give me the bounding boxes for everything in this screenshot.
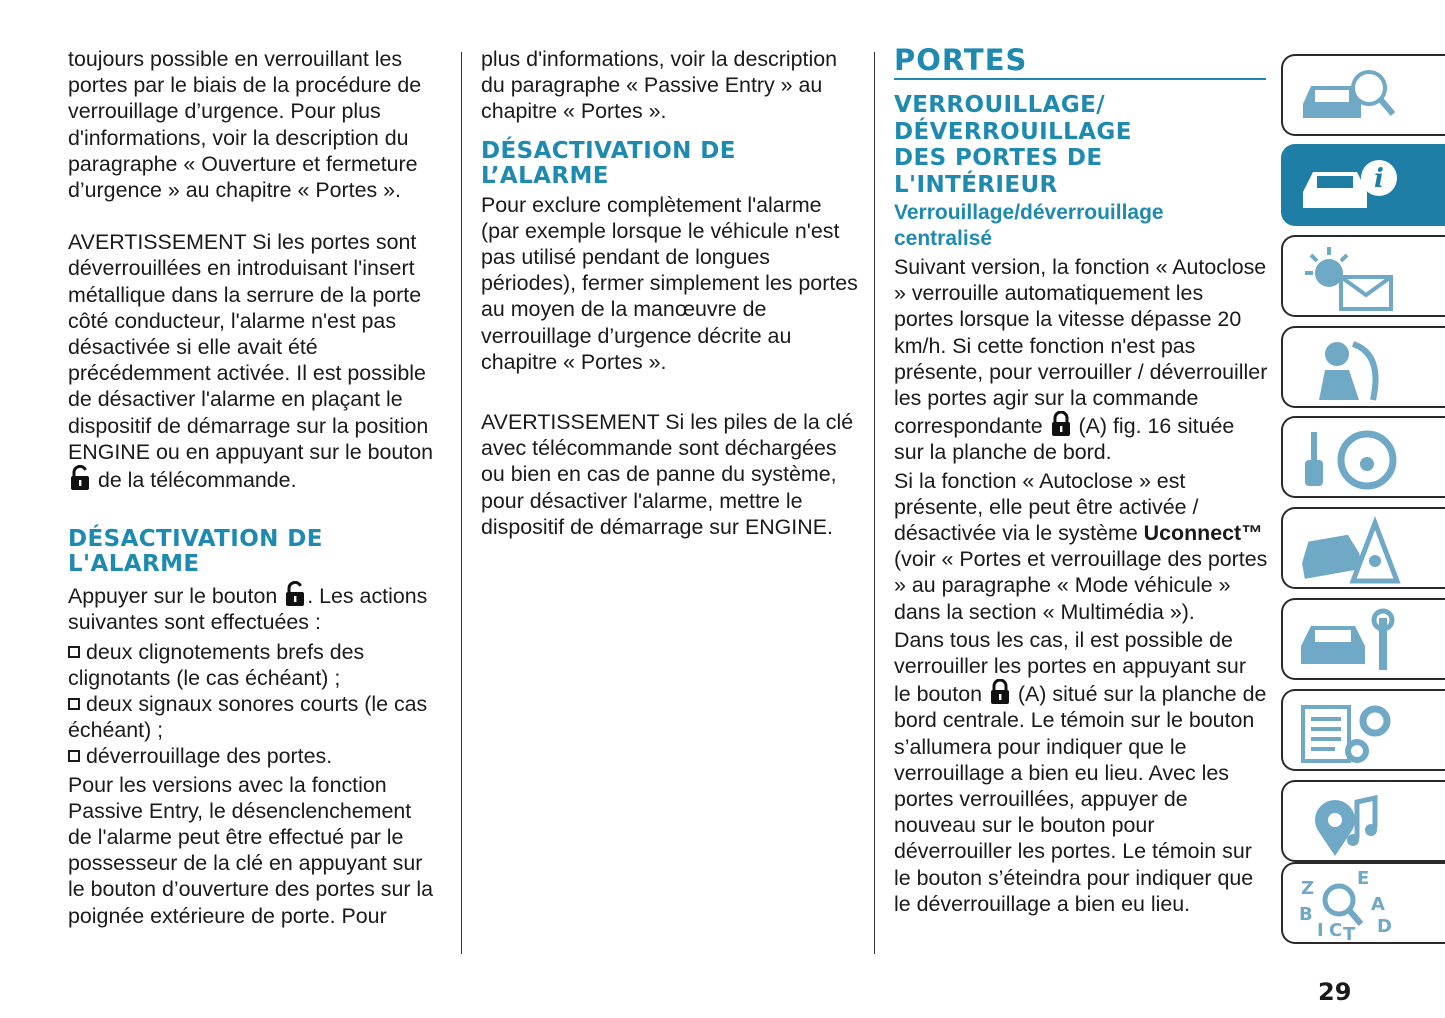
lock-icon [1051,411,1071,437]
tab-safety[interactable] [1281,326,1445,408]
subheading: Verrouillage/déverrouillage centralisé [894,201,1164,250]
svg-text:C: C [1329,920,1343,940]
paragraph: Pour exclure complètement l'alarme (par exemple lorsque le véhicule n'est pas utilisé pendant de longues périodes), fermer simplement les portes au moyen de la manœuvre de verrouillage d’urgence décrite au chapitre « Portes ». [481,192,858,374]
lock-icon [990,679,1010,705]
technical-data-icon [1295,697,1405,767]
paragraph-text: (A) fig. 16 située sur la planche de bord. [894,414,1235,465]
tab-car-search[interactable] [1281,54,1445,136]
section-heading: DÉSACTIVATION DE L'ALARME [68,526,323,578]
starting-driving-icon [1295,424,1405,494]
paragraph-text: AVERTISSEMENT Si les portes sont déverrouillées en introduisant l'insert métallique dans la serrure de la porte côté conducteur, l'alarme n'est pas désactivée si elle avait été précédemment activée. Il est possible de désactiver l'alarme en plaçant le dispositif de démarrage sur la position ENGINE ou en appuyant sur le bouton [68,230,434,464]
tab-warning-lights[interactable] [1281,235,1445,317]
paragraph [894,627,1268,917]
list-item-text: deux clignotements brefs des clignotants (le cas échéant) ; [68,639,365,690]
paragraph-text: Suivant version, la fonction « Autoclose » verrouille automatiquement les portes lorsque la vitesse dépasse 20 km/h. Si cette fonction n'est pas présente, pour verrouiller / déverrouiller les portes agir sur la commande correspondante [894,255,1268,439]
list-item [68,691,440,743]
paragraph-text: (voir « Portes et verrouillage des portes » au paragraphe « Mode véhicule » dans la section « Multimédia »). [894,547,1268,624]
tab-maintenance[interactable] [1281,598,1445,680]
svg-text:I: I [1317,920,1324,940]
svg-text:T: T [1343,924,1356,940]
paragraph-text: Si la fonction « Autoclose » est présente, elle peut être activée / désactivée via le système [894,468,1199,546]
page-number: 29 [1318,978,1352,1006]
maintenance-icon [1295,606,1405,676]
column-divider [874,52,875,954]
warning-paragraph: AVERTISSEMENT Si les piles de la clé avec télécommande sont déchargées ou bien en cas de panne du système, pour désactiver l'alarme, mettre le dispositif de démarrage sur ENGINE. [481,410,854,539]
svg-text:Z: Z [1301,878,1315,899]
tab-starting-driving[interactable] [1281,416,1445,498]
section-heading: DÉSACTIVATION DE L’ALARME [481,137,736,189]
list-item [68,743,440,769]
tab-emergency[interactable] [1281,507,1445,589]
section-heading: VERROUILLAGE/ DÉVERROUILLAGE DES PORTES DE L'INTÉRIEUR [894,92,1132,198]
paragraph-text: (A) situé sur la planche de bord centrale. Le témoin sur le bouton s’allumera pour indiquer que le verrouillage a bien eu lieu. Avec les portes verrouillées, appuyer de nouveau sur le bouton pour déverrouiller les portes. Le témoin sur le bouton s’éteindra pour indiquer que le déverrouillage a bien eu lieu. [894,682,1267,916]
multimedia-icon [1295,788,1405,858]
brand-name: Uconnect™ [1143,521,1263,546]
column-1 [68,46,440,929]
tab-multimedia[interactable] [1281,780,1445,862]
column-divider [461,52,462,954]
paragraph [68,581,440,635]
page-title: PORTES [894,42,1266,80]
list-item-text: deux signaux sonores courts (le cas échéant) ; [68,692,428,743]
paragraph [894,254,1268,466]
car-info-icon [1295,152,1405,222]
paragraph-text: Dans tous les cas, il est possible de verrouiller les portes en appuyant sur le bouton [894,627,1246,707]
warning-paragraph [68,229,440,493]
column-3 [894,42,1268,917]
unlock-icon [70,465,90,491]
safety-airbag-icon [1295,334,1405,404]
list-item [68,639,440,691]
paragraph-text: de la télécommande. [92,468,297,493]
emergency-icon [1295,515,1405,585]
bullet-icon [68,698,80,710]
tab-car-info[interactable] [1281,144,1445,226]
column-2 [481,46,861,540]
unlock-icon [285,581,305,607]
svg-text:E: E [1357,870,1370,889]
svg-text:i: i [1374,164,1384,194]
paragraph: toujours possible en verrouillant les portes par le biais de la procédure de verrouillage d’urgence. Pour plus d'informations, voir la description du paragraphe « Ouverture et fermeture d’urgence » au chapitre « Portes ». [68,47,422,203]
car-search-icon [1295,62,1405,132]
bullet-icon [68,750,80,762]
bullet-icon [68,646,80,658]
warning-lights-icon [1295,243,1405,313]
svg-text:A: A [1371,894,1385,915]
paragraph-text: Appuyer sur le bouton [68,584,284,609]
tab-index[interactable] [1281,862,1445,944]
list-item-text: déverrouillage des portes. [86,744,333,769]
index-icon [1295,870,1405,940]
svg-text:D: D [1377,916,1392,937]
paragraph: Pour les versions avec la fonction Passive Entry, le désenclenchement de l'alarme peut être effectué par le possesseur de la clé en appuyant sur le bouton d’ouverture des portes sur la poignée extérieure de porte. Pour [68,772,434,928]
paragraph-text: . Les actions suivantes sont effectuées : [68,584,428,635]
paragraph: plus d'informations, voir la description du paragraphe « Passive Entry » au chapitre « Portes ». [481,47,838,124]
svg-text:B: B [1299,904,1313,925]
tab-technical-data[interactable] [1281,689,1445,771]
paragraph [894,468,1268,625]
